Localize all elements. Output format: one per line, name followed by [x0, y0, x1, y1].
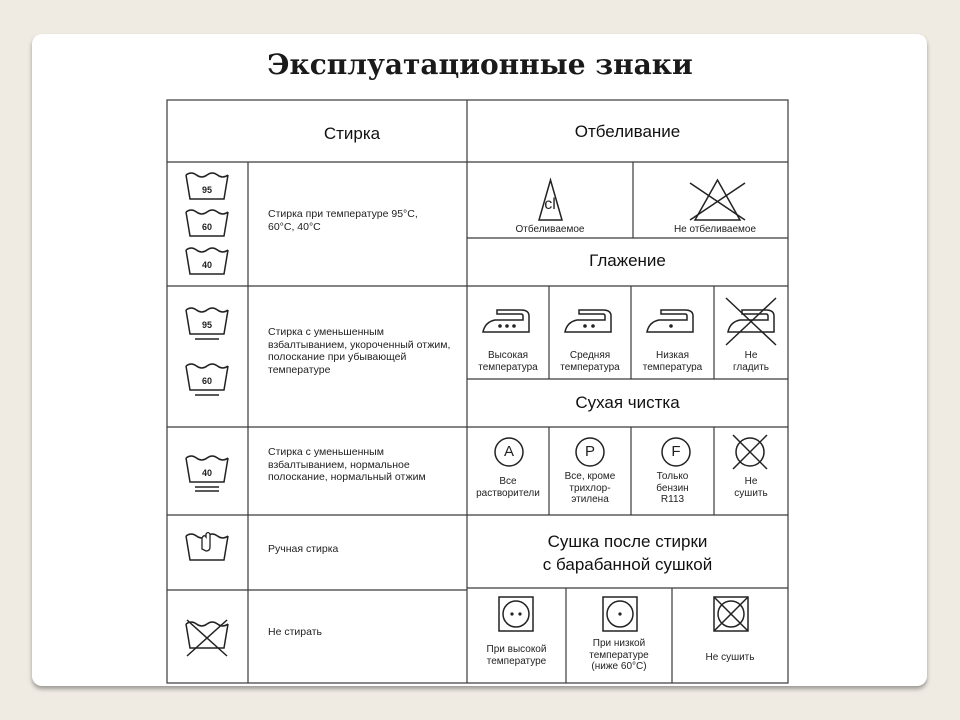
- tumble-label-line: температуре: [486, 655, 547, 667]
- dry-clean-letter: F: [671, 443, 681, 460]
- tumble-drying-header-line2: с барабанной сушкой: [542, 555, 713, 574]
- washing-desc-gentle: Стирка с уменьшенным взбалтыванием, укороченный отжим, полоскание при убывающей температуре: [268, 326, 451, 376]
- bleach-symbol-text: cl: [544, 196, 556, 213]
- iron-label-line: Средняя: [569, 350, 611, 361]
- iron-label-line: Низкая: [656, 350, 689, 361]
- bleach-not-allowed-label: Не отбеливаемое: [673, 224, 757, 235]
- tumble-label-line: (ниже 60°С): [591, 661, 647, 672]
- dry-clean-label-line: растворители: [476, 487, 540, 499]
- dry-clean-label-line: Только: [656, 471, 689, 482]
- dry-cleaning-header: Сухая чистка: [575, 393, 680, 412]
- dry-clean-label-line: Все, кроме: [564, 471, 616, 482]
- tumble-dry-low-icon: [603, 597, 637, 631]
- do-not-tumble-dry-icon: [714, 597, 748, 631]
- tumble-dry-high-icon: [499, 597, 533, 631]
- dry-clean-label-line: бензин: [656, 482, 689, 494]
- do-not-tumble-dry-label: Не сушить: [705, 652, 755, 663]
- iron-label-line: Не: [744, 350, 758, 361]
- tub-temp-label: 60: [201, 222, 212, 232]
- dry-clean-letter: P: [584, 443, 595, 460]
- washing-desc-no-wash: Не стирать: [268, 626, 322, 638]
- tumble-label-line: При высокой: [486, 644, 547, 655]
- tub-temp-label: 95: [201, 185, 212, 195]
- tumble-drying-header-line1: Сушка после стирки: [547, 532, 708, 551]
- dry-clean-label-line: Не: [744, 476, 758, 487]
- washing-desc-very-gentle: Стирка с уменьшенным взбалтыванием, нормальное полоскание, нормальный отжим: [268, 446, 426, 483]
- washing-header: Стирка: [323, 124, 381, 143]
- page-title: Эксплуатационные знаки: [267, 48, 693, 81]
- dry-clean-label-line: R113: [660, 494, 685, 505]
- washing-desc-normal: Стирка при температуре 95°С, 60°С, 40°С: [268, 208, 418, 233]
- iron-label-line: Высокая: [487, 350, 529, 361]
- ironing-header: Глажение: [589, 251, 666, 270]
- dry-clean-letter: A: [503, 443, 514, 460]
- tumble-label-line: При низкой: [592, 638, 646, 649]
- tumble-dry-low-label: [566, 638, 672, 673]
- tub-temp-label: 40: [201, 468, 212, 478]
- iron-label-line: гладить: [732, 361, 770, 373]
- tub-temp-label: 40: [201, 260, 212, 270]
- bleach-allowed-label: Отбеливаемое: [515, 224, 585, 235]
- tumble-dry-high-label: [467, 644, 566, 667]
- dry-clean-label-line: трихлор-: [569, 482, 611, 494]
- dry-clean-label-line: сушить: [734, 487, 768, 499]
- iron-label-line: температура: [478, 361, 538, 373]
- dry-clean-label-line: Все: [499, 476, 517, 487]
- iron-label-line: температура: [560, 361, 620, 373]
- bleaching-header: Отбеливание: [574, 122, 681, 141]
- washing-desc-hand: Ручная стирка: [268, 543, 339, 555]
- dry-clean-label-line: этилена: [571, 494, 609, 505]
- tub-temp-label: 95: [201, 320, 212, 330]
- iron-label-line: температура: [642, 361, 703, 373]
- tumble-label-line: температуре: [589, 649, 649, 661]
- tub-temp-label: 60: [201, 376, 212, 386]
